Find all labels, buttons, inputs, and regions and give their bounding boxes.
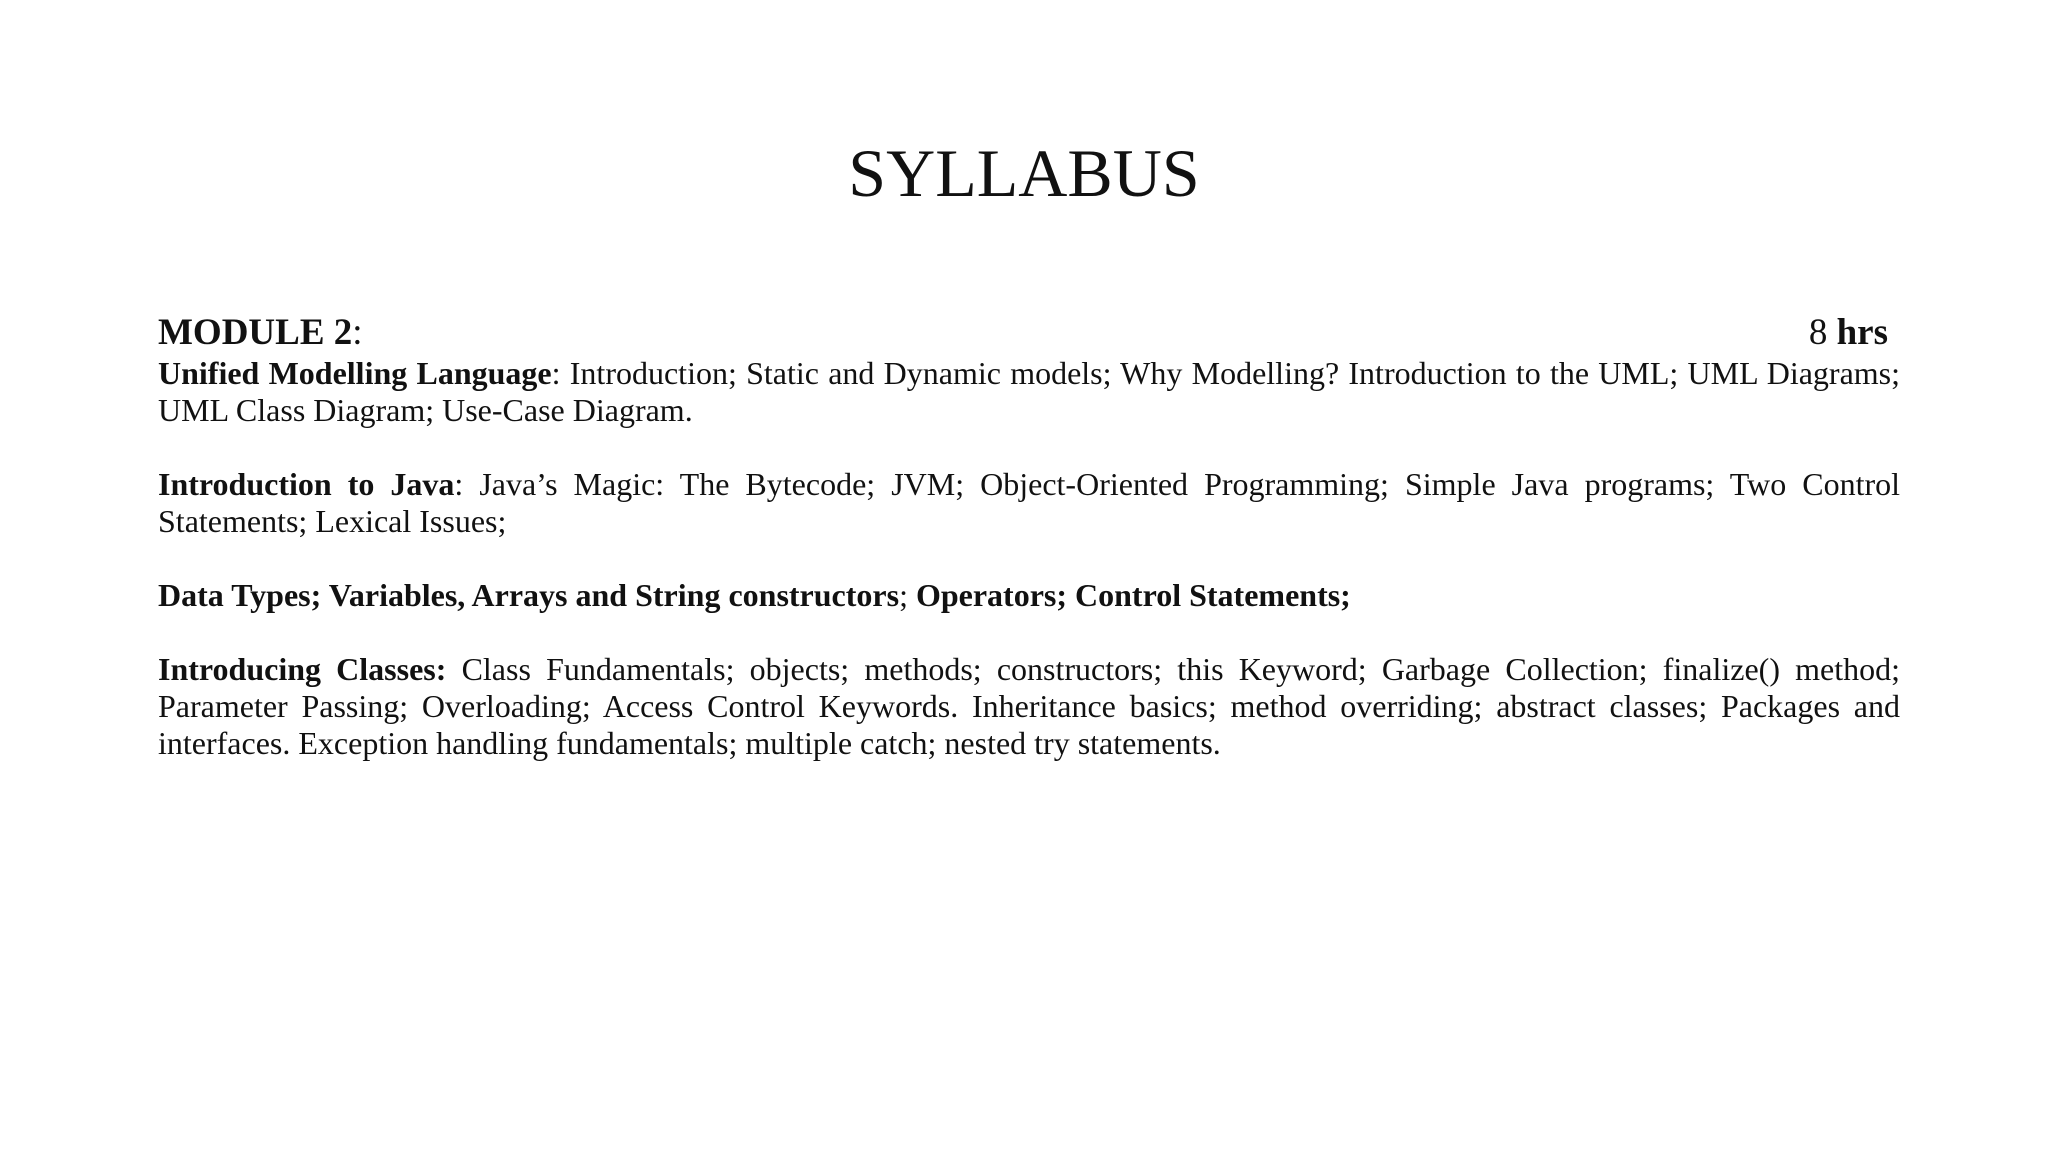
section-body: Class Fundamentals; objects; methods; constructors; this Keyword; Garbage Collection; finalize() method; Parameter Passing; Overloading; Access Control Keywords. Inheritance basics; method overriding; abstract classes; Packages and interfaces. Exception handling fundamentals; multiple catch; nested try statements. bbox=[158, 651, 1901, 761]
module-label: MODULE 2 bbox=[158, 312, 353, 353]
module-header bbox=[158, 311, 1900, 355]
module-hours bbox=[1809, 311, 1888, 355]
section-heading: Data Types; Variables, Arrays and String constructors bbox=[158, 577, 900, 613]
section-separator: ; bbox=[899, 577, 916, 613]
module-colon: : bbox=[352, 312, 363, 353]
section-intro-java bbox=[158, 466, 1900, 540]
section-data-types bbox=[158, 577, 1900, 614]
section-body: : Introduction; Static and Dynamic models; Why Modelling? Introduction to the UML; UML Diagrams; UML Class Diagram; Use-Case Diagram. bbox=[158, 355, 1901, 428]
section-introducing-classes bbox=[158, 651, 1900, 762]
section-heading-suffix: Operators; Control Statements; bbox=[915, 577, 1351, 613]
section-body: : Java’s Magic: The Bytecode; JVM; Object-Oriented Programming; Simple Java programs; Two Control Statements; Lexical Issues; bbox=[158, 466, 1900, 539]
syllabus-content bbox=[158, 311, 1900, 799]
section-uml bbox=[158, 355, 1900, 429]
section-heading: Introduction to Java bbox=[158, 466, 455, 502]
page-title: SYLLABUS bbox=[848, 135, 1200, 211]
section-heading: Introducing Classes: bbox=[158, 651, 447, 687]
module-hours-number: 8 bbox=[1808, 312, 1828, 353]
section-heading: Unified Modelling Language bbox=[158, 355, 552, 391]
module-hours-unit: hrs bbox=[1836, 312, 1888, 353]
module-label-group bbox=[158, 311, 363, 355]
